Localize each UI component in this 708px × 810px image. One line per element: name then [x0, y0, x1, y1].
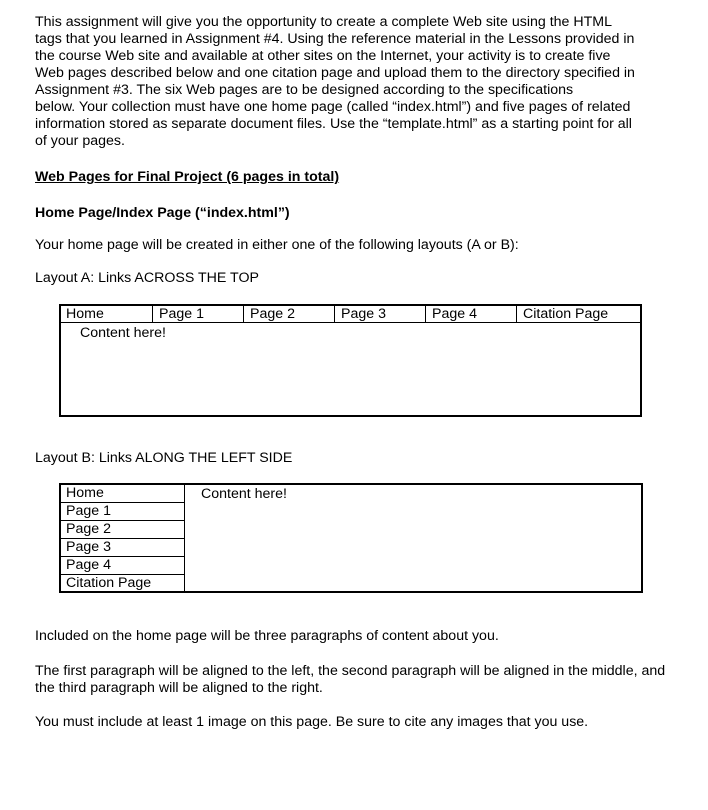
layout-b-nav-column — [61, 485, 185, 593]
intro-line: of your pages. — [35, 133, 125, 149]
layout-a-link-citation: Citation Page — [517, 306, 640, 323]
layout-a-label: Layout A: Links ACROSS THE TOP — [35, 270, 259, 286]
intro-line: Assignment #3. The six Web pages are to be designed according to the specifications — [35, 82, 574, 98]
intro-line: tags that you learned in Assignment #4. Using the reference material in the Lessons provided in — [35, 31, 635, 47]
alignment-paragraph: The first paragraph will be aligned to the left, the second paragraph will be aligned in the middle, and the third paragraph will be aligned to the right. — [35, 663, 666, 696]
layout-a-diagram — [59, 304, 642, 417]
layout-b-link-page-3: Page 3 — [61, 539, 185, 557]
layout-a-link-home: Home — [61, 306, 153, 323]
intro-line: information stored as separate document files. Use the “template.html” as a starting point for all — [35, 116, 632, 132]
section-heading: Web Pages for Final Project (6 pages in total) — [35, 169, 340, 185]
layout-b-link-home: Home — [61, 485, 185, 503]
layout-b-link-page-4: Page 4 — [61, 557, 185, 575]
layout-a-link-page-2: Page 2 — [244, 306, 335, 323]
layout-a-content: Content here! — [80, 325, 166, 341]
layout-a-link-page-4: Page 4 — [426, 306, 517, 323]
home-page-heading: Home Page/Index Page (“index.html”) — [35, 205, 290, 221]
intro-line: This assignment will give you the opportunity to create a complete Web site using the HTML — [35, 14, 612, 30]
layout-a-link-page-3: Page 3 — [335, 306, 426, 323]
layout-a-nav-bar — [61, 306, 640, 323]
layout-b-label: Layout B: Links ALONG THE LEFT SIDE — [35, 450, 293, 466]
intro-line: below. Your collection must have one home page (called “index.html”) and five pages of related — [35, 99, 631, 115]
layout-a-link-page-1: Page 1 — [153, 306, 244, 323]
layout-b-link-page-2: Page 2 — [61, 521, 185, 539]
intro-line: Web pages described below and one citation page and upload them to the directory specified in — [35, 65, 635, 81]
included-paragraph: Included on the home page will be three paragraphs of content about you. — [35, 628, 499, 644]
layout-b-link-page-1: Page 1 — [61, 503, 185, 521]
intro-line: the course Web site and available at other sites on the Internet, your activity is to create five — [35, 48, 611, 64]
layout-intro-text: Your home page will be created in either one of the following layouts (A or B): — [35, 237, 519, 253]
layout-b-content: Content here! — [201, 486, 287, 502]
layout-b-link-citation: Citation Page — [61, 575, 185, 593]
intro-paragraph — [35, 14, 675, 150]
layout-b-diagram — [59, 483, 643, 593]
image-requirement-paragraph: You must include at least 1 image on this page. Be sure to cite any images that you use. — [35, 714, 589, 730]
